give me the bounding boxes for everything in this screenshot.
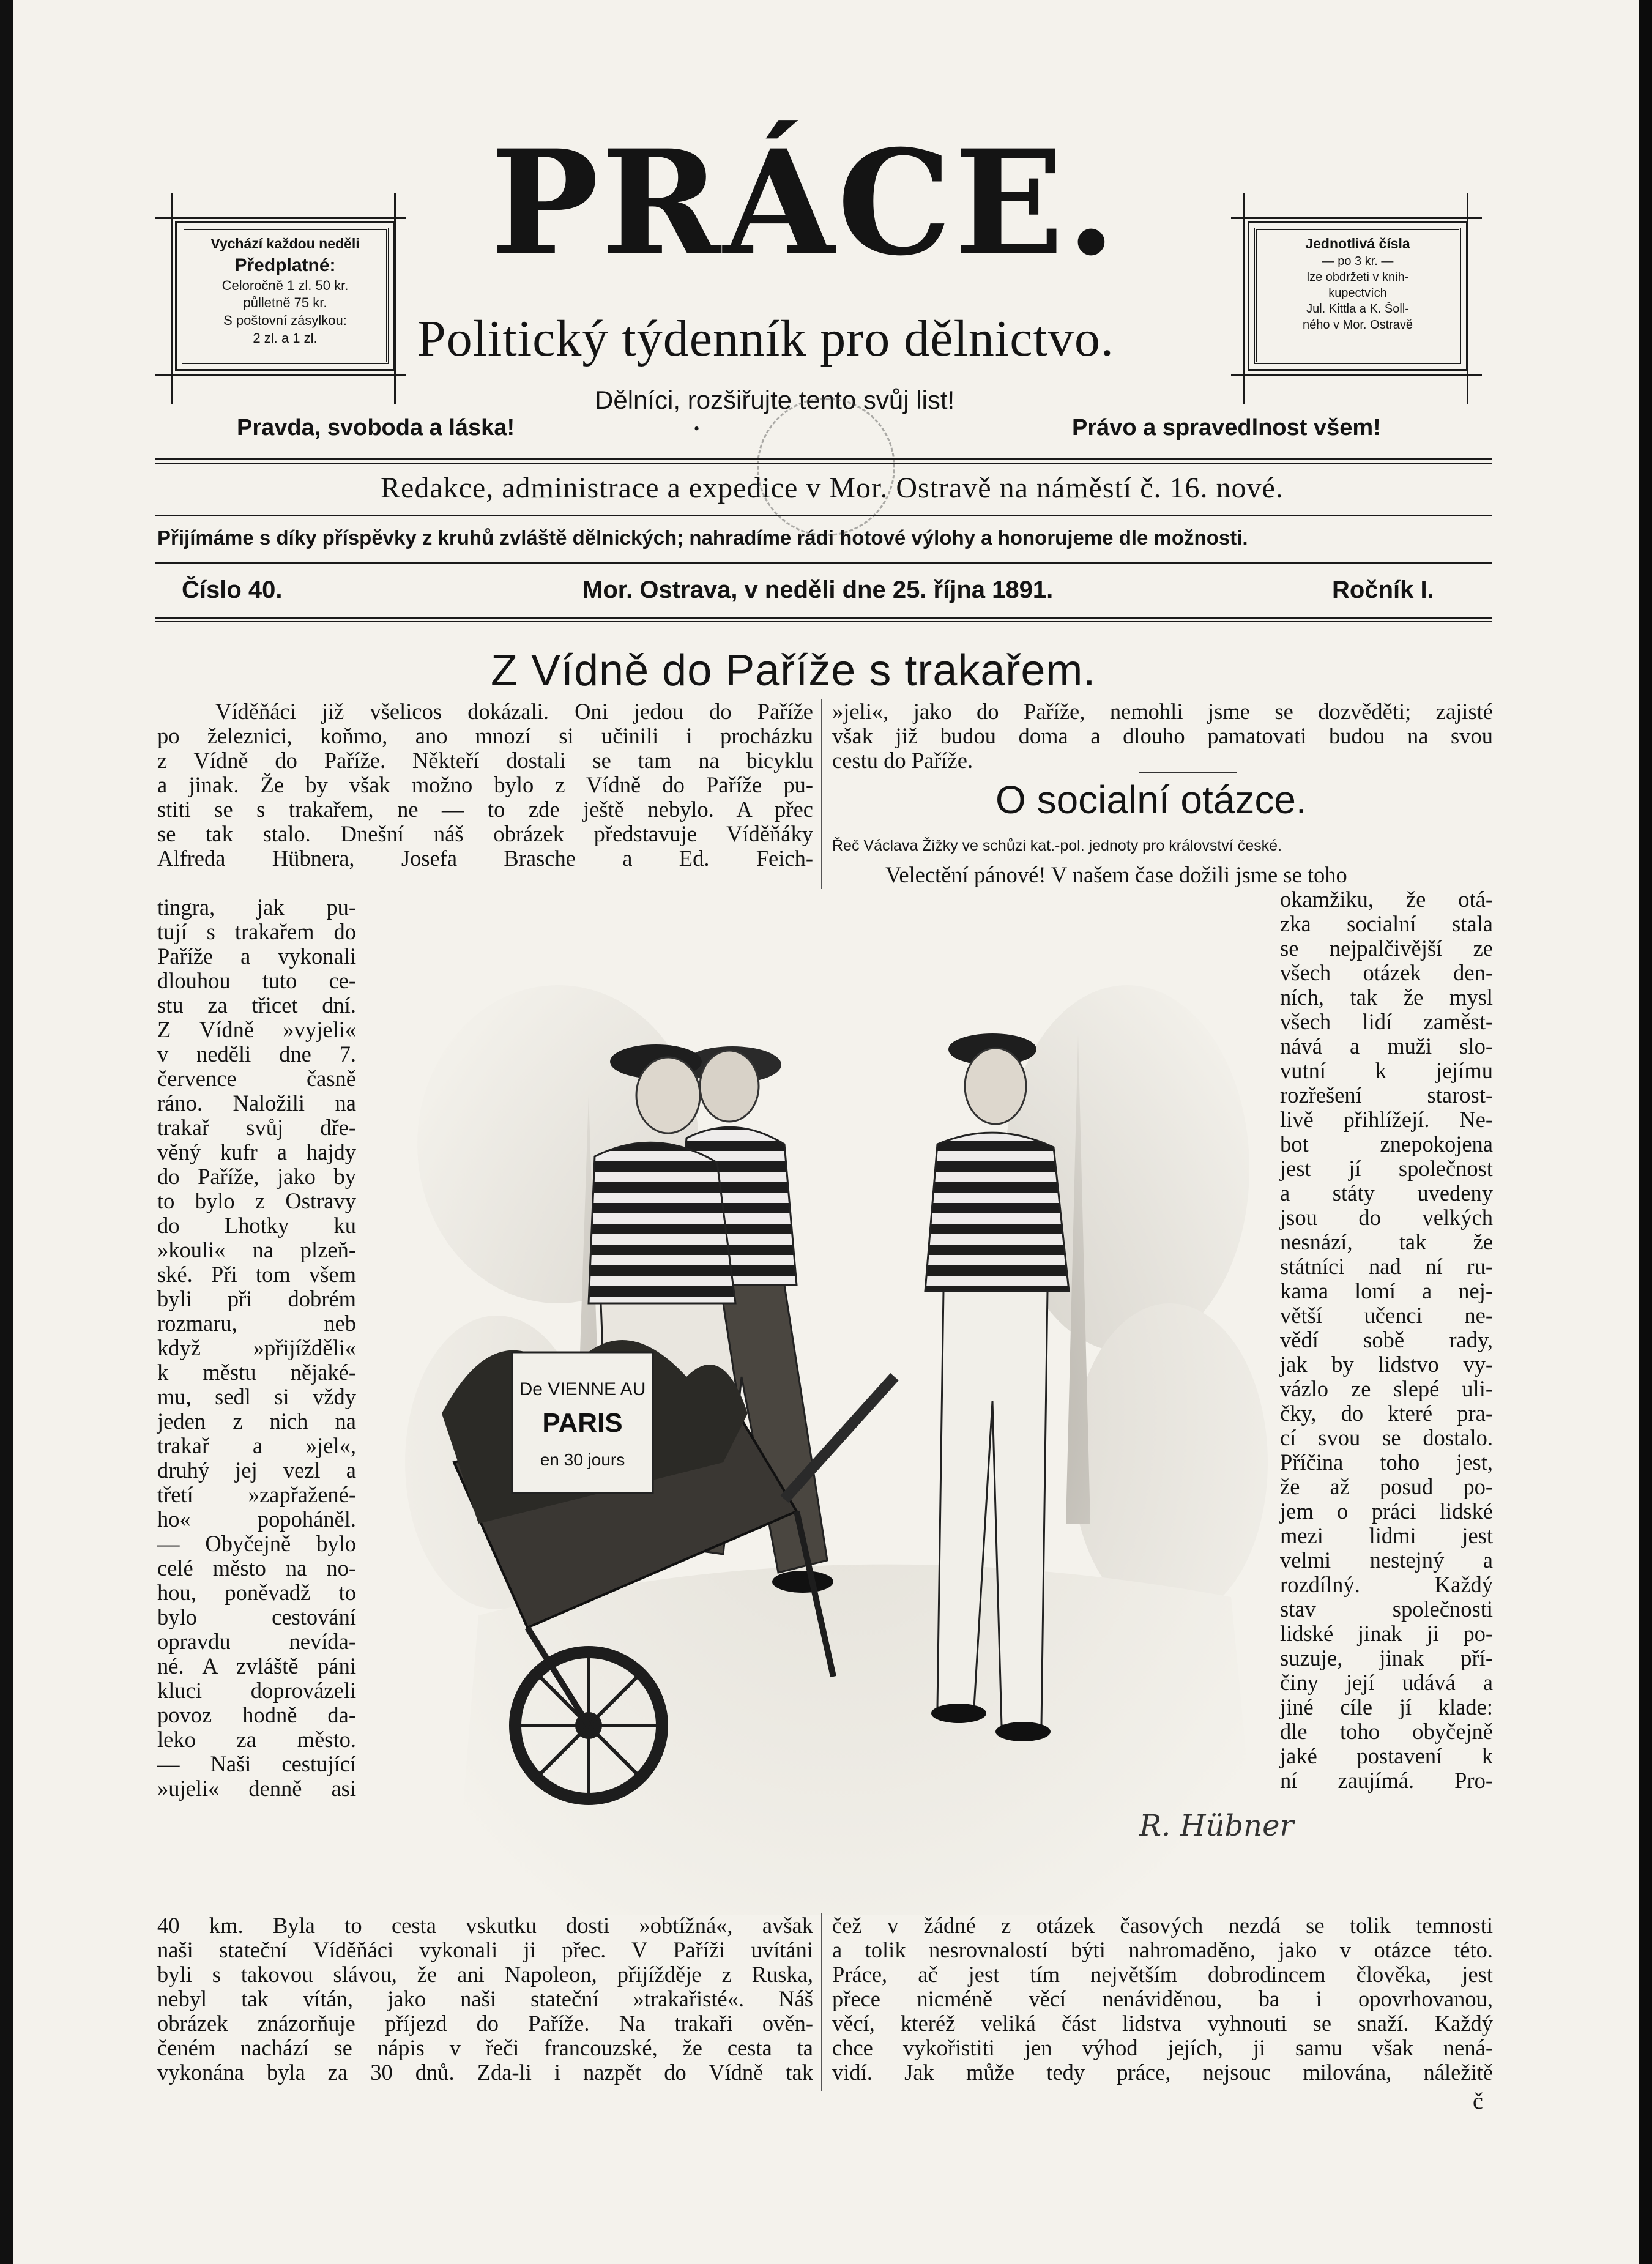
box-line: kupectvích: [1328, 286, 1387, 300]
issue-number: Číslo 40.: [182, 576, 283, 603]
text-line: povoz hodně da-: [157, 1702, 356, 1727]
text-line: stu za třicet dní.: [157, 992, 356, 1018]
text-line: jiné cíle jí klade:: [1280, 1694, 1493, 1719]
text-line: že až posud po-: [1280, 1474, 1493, 1499]
text-line: »ujeli« denně asi: [157, 1776, 356, 1801]
motto-right: Právo a spravedlnost všem!: [1072, 415, 1381, 441]
text-line: suzuje, jinak pří-: [1280, 1645, 1493, 1670]
text-line: nesnází, tak že: [1280, 1229, 1493, 1254]
text-line: bylo cestování: [157, 1604, 356, 1629]
box-line: 2 zl. a 1 zl.: [253, 330, 318, 346]
text-line: tingra, jak pu-: [157, 895, 356, 920]
text-line: rozřešení starost-: [1280, 1082, 1493, 1108]
column-divider: [821, 699, 822, 889]
text-line: však již budou doma a dlouho pamatovati budou na svou: [832, 723, 1493, 748]
separator-dot: •: [694, 420, 700, 438]
text-line: rozdílný. Každý: [1280, 1572, 1493, 1597]
text-line: cestu do Paříže.: [832, 748, 973, 773]
box-line: Celoročně 1 zl. 50 kr.: [221, 277, 349, 293]
text-line: Velectění pánové! V našem čase dožili jsme se toho: [885, 862, 1347, 887]
text-line: trakař a »jel«,: [157, 1433, 356, 1458]
text-line: — Obyčejně bylo: [157, 1531, 356, 1556]
text-line: mezi lidmi jest: [1280, 1523, 1493, 1548]
text-line: cí svou se dostalo.: [1280, 1425, 1493, 1450]
text-line: zka socialní stala: [1280, 911, 1493, 936]
text-line: nává a muži slo-: [1280, 1033, 1493, 1059]
illustration-wheelbarrow-travellers: [405, 912, 1294, 1915]
text-line: — Naši cestující: [157, 1751, 356, 1776]
text-line: naši stateční Víděňáci vykonali ji přec. V Paříži uvítáni: [157, 1937, 813, 1962]
box-line: lze obdržeti v knih-: [1306, 270, 1409, 284]
text-line: jsou do velkých: [1280, 1205, 1493, 1230]
text-line: po železnici, koňmo, ano mnozí si učinili i procházku: [157, 723, 813, 748]
rule-line: [155, 458, 1492, 460]
issue-volume: Ročník I.: [1332, 576, 1434, 603]
text-line: celé město na no-: [157, 1555, 356, 1581]
appeal-text: Dělníci, rozšiřujte tento svůj list!: [595, 385, 955, 414]
ornament-line: [171, 193, 173, 404]
article2-byline: Řeč Václava Žižky ve schůzi kat.-pol. jednoty pro království české.: [832, 837, 1282, 854]
text-line: věcí, kteréž veliká část lidstva vyhnouti se snaží. Každý: [832, 2011, 1493, 2036]
text-line: druhý jej vezl a: [157, 1458, 356, 1483]
text-line: Práce, ač jest tím největším dobrodincem člověka, jest: [832, 1962, 1493, 1987]
text-line: kluci doprovázeli: [157, 1678, 356, 1703]
editorial-office: Redakce, administrace a expedice v Mor. Ostravě na náměstí č. 16. nové.: [381, 472, 1284, 504]
text-line: čeném nachází se nápis v řeči francouzské, že cesta ta: [157, 2035, 813, 2060]
text-line: velmi nestejný a: [1280, 1547, 1493, 1573]
text-line: lidské jinak ji po-: [1280, 1621, 1493, 1646]
text-line: ních, tak že mysl: [1280, 985, 1493, 1010]
text-line: čež v žádné z otázek časových nezdá se tolik temnosti: [832, 1913, 1493, 1938]
text-line: když »přijížděli«: [157, 1335, 356, 1360]
text-line: stav společnosti: [1280, 1596, 1493, 1622]
text-line: Paříže a vykonali: [157, 944, 356, 969]
wheelbarrow-sign: [512, 1352, 653, 1493]
text-line: Příčina toho jest,: [1280, 1450, 1493, 1475]
ornament-line: [155, 217, 406, 219]
text-line: tují s trakařem do: [157, 919, 356, 944]
text-line: 40 km. Byla to cesta vskutku dosti »obtížná«, avšak: [157, 1913, 813, 1938]
text-line: né. A zvláště páni: [157, 1653, 356, 1678]
text-line: kama lomí a nej-: [1280, 1278, 1493, 1303]
text-line: ské. Při tom všem: [157, 1262, 356, 1287]
text-line: vykonána byla za 30 dnů. Zda-li i nazpět do Vídně tak: [157, 2060, 813, 2085]
text-line: Z Vídně »vyjeli«: [157, 1017, 356, 1042]
rule-line: [155, 463, 1492, 464]
text-line: vutní k jejímu: [1280, 1058, 1493, 1083]
box-line: Jul. Kittla a K. Šoll-: [1306, 302, 1409, 316]
text-line: července časně: [157, 1066, 356, 1091]
newspaper-page: [13, 0, 1639, 2264]
text-line: byli při dobrém: [157, 1286, 356, 1311]
text-line: chce vykořistiti jen výhod jejích, ji samu však nená-: [832, 2035, 1493, 2060]
text-line: do Paříže, jako by: [157, 1164, 356, 1189]
ornament-line: [394, 193, 396, 404]
text-line: mu, sedl si vždy: [157, 1384, 356, 1409]
text-line: nebyl tak vítán, jako naši stateční »trakařisté«. Náš: [157, 1986, 813, 2011]
artist-signature: R. Hübner: [1139, 1809, 1294, 1843]
text-line: v neděli dne 7.: [157, 1041, 356, 1067]
sign-line: en 30 jours: [540, 1450, 625, 1469]
text-line: to bylo z Ostravy: [157, 1188, 356, 1213]
text-line: »kouli« na plzeň-: [157, 1237, 356, 1262]
text-line: jem o práci lidské: [1280, 1499, 1493, 1524]
text-line: se nejpalčivější ze: [1280, 936, 1493, 961]
text-line: státníci nad ní ru-: [1280, 1254, 1493, 1279]
text-line: stiti se s trakařem, ne — to zde ještě nebylo. A přec: [157, 797, 813, 822]
text-line: jaké postavení k: [1280, 1743, 1493, 1768]
box-heading: Jednotlivá čísla: [1305, 236, 1410, 251]
scan-edge: [1639, 0, 1652, 2264]
article1-top-left: [157, 699, 813, 871]
text-line: se tak stalo. Dnešní náš obrázek představuje Víděňáky: [157, 821, 813, 846]
ornament-line: [155, 374, 406, 376]
text-line: byli s takovou slávou, že ani Napoleon, přijížděje z Ruska,: [157, 1962, 813, 1987]
text-line: a státy uvedeny: [1280, 1180, 1493, 1205]
article1-top-right: [832, 699, 1493, 773]
article1-bottom: [157, 1913, 813, 2085]
rule-line: [155, 562, 1492, 564]
rule-line: [155, 515, 1492, 516]
article2-narrow-column: [1280, 887, 1493, 1793]
text-line: hou, poněvadž to: [157, 1580, 356, 1605]
text-line: jest jí společnost: [1280, 1156, 1493, 1181]
box-label: Předplatné:: [234, 255, 336, 275]
text-line: trakař svůj dře-: [157, 1115, 356, 1140]
text-line: ní zaujímá. Pro-: [1280, 1768, 1493, 1793]
text-line: jak by lidstvo vy-: [1280, 1352, 1493, 1377]
text-line: všech lidí zaměst-: [1280, 1009, 1493, 1034]
sign-line: PARIS: [542, 1408, 623, 1438]
text-line: a tolik nesrovnalostí býti nahromaděno, jako v otázce této.: [832, 1937, 1493, 1962]
text-line: obrázek znázorňuje příjezd do Paříže. Na trakaři ověn-: [157, 2011, 813, 2036]
rule-line: [155, 621, 1492, 622]
article-headline: Z Vídně do Paříže s trakařem.: [491, 646, 1096, 695]
text-line: livě přihlížejí. Ne-: [1280, 1107, 1493, 1132]
text-line: leko za město.: [157, 1727, 356, 1752]
article2-first-line: [885, 863, 1497, 887]
text-line: a jinak. Že by však možno bylo z Vídně do Paříže pu-: [157, 772, 813, 797]
text-line: přece nicméně věcí nenáviděnou, ba i opovrhovanou,: [832, 1986, 1493, 2011]
text-line: dlouhou tuto ce-: [157, 968, 356, 993]
text-line: vědí sobě rady,: [1280, 1327, 1493, 1352]
article2-headline: O socialní otázce.: [995, 778, 1307, 822]
text-line: do Lhotky ku: [157, 1213, 356, 1238]
box-line: — po 3 kr. —: [1322, 254, 1394, 268]
rule-line: [155, 617, 1492, 619]
sign-line: De VIENNE AU: [519, 1379, 646, 1399]
text-line: třetí »zapřažené-: [157, 1482, 356, 1507]
text-line: Víděňáci již všelicos dokázali. Oni jedou do Paříže: [215, 699, 813, 724]
text-line: k městu nějaké-: [157, 1360, 356, 1385]
text-line: dle toho obyčejně: [1280, 1719, 1493, 1744]
ornament-line: [1467, 193, 1468, 404]
text-line: rozmaru, neb: [157, 1311, 356, 1336]
text-line: všech otázek den-: [1280, 960, 1493, 985]
text-line: »jeli«, jako do Paříže, nemohli jsme se dozvěděti; zajisté: [832, 699, 1493, 724]
text-line: bot znepokojena: [1280, 1131, 1493, 1156]
box-heading: Vychází každou neděli: [210, 236, 360, 251]
issue-date: Mor. Ostrava, v neděli dne 25. října 1891.: [582, 576, 1054, 603]
motto-left: Pravda, svoboda a láska!: [237, 415, 515, 441]
article1-narrow-column: [157, 895, 356, 1801]
ornament-line: [1231, 374, 1482, 376]
text-line: vidí. Jak může tedy práce, nejsouc milována, náležitě: [832, 2060, 1493, 2085]
box-line: půlletně 75 kr.: [243, 295, 327, 311]
article2-bottom: [832, 1913, 1493, 2085]
column-divider: [821, 1913, 822, 2091]
ornament-line: [1231, 217, 1482, 219]
text-line: Alfreda Hübnera, Josefa Brasche a Ed. Feich-: [157, 846, 813, 871]
text-line: činy její udává a: [1280, 1670, 1493, 1695]
text-line: ráno. Naložili na: [157, 1090, 356, 1115]
text-line: vázlo ze slepé uli-: [1280, 1376, 1493, 1401]
newspaper-title: PRÁCE.: [491, 119, 1119, 288]
subscription-box: [182, 228, 389, 364]
contributions-note: Přijímáme s díky příspěvky z kruhů zvláště dělnických; nahradíme rádi hotové výlohy a honorujeme dle možnosti.: [157, 526, 1248, 549]
section-divider: [1139, 772, 1237, 773]
newspaper-subtitle: Politický týdenník pro dělnictvo.: [417, 310, 1114, 367]
text-line: čky, do které pra-: [1280, 1401, 1493, 1426]
text-line: ho« popoháněl.: [157, 1506, 356, 1532]
single-copy-box: [1254, 228, 1461, 364]
text-line: větší učenci ne-: [1280, 1303, 1493, 1328]
catchword: č: [1473, 2088, 1483, 2114]
box-line: ného v Mor. Ostravě: [1302, 318, 1413, 332]
text-line: jeden z nich na: [157, 1409, 356, 1434]
text-line: opravdu nevída-: [157, 1629, 356, 1654]
text-line: okamžiku, že otá-: [1280, 887, 1493, 912]
ornament-line: [1243, 193, 1245, 404]
text-line: z Vídně do Paříže. Někteří dostali se tam na bicyklu: [157, 748, 813, 773]
box-line: S poštovní zásylkou:: [223, 313, 347, 329]
text-line: věný kufr a hajdy: [157, 1139, 356, 1164]
